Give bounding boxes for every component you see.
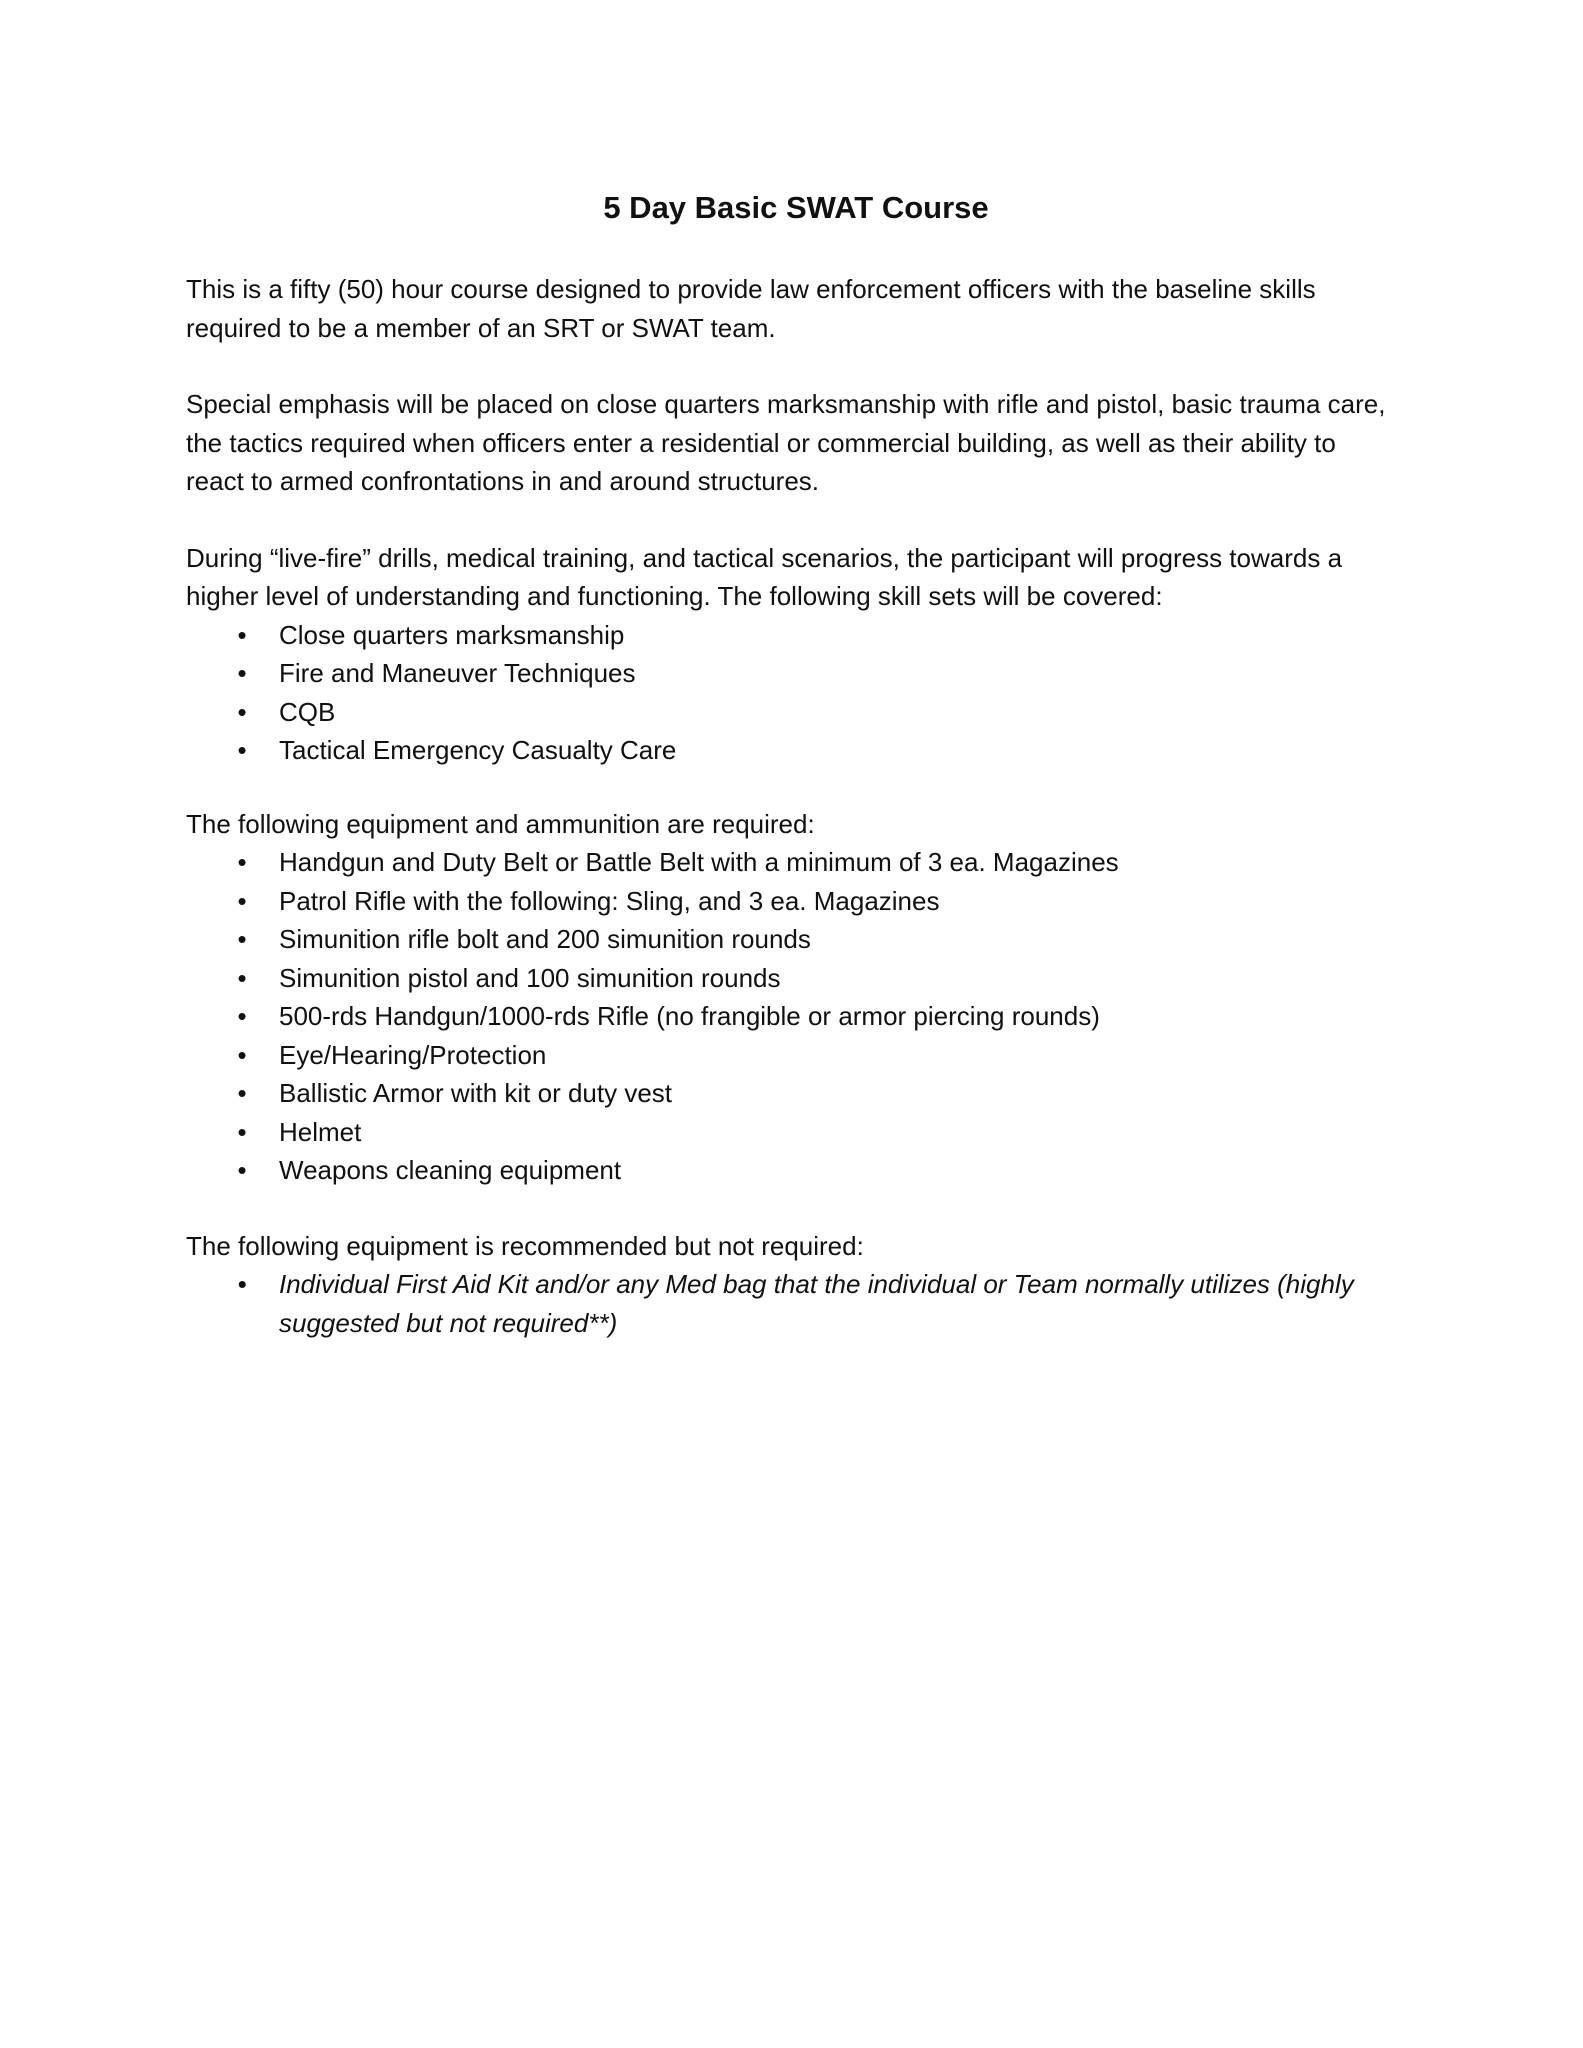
list-item-text: Close quarters marksmanship xyxy=(279,619,625,650)
bullet-icon: • xyxy=(237,658,247,688)
list-item-text: Simunition pistol and 100 simunition rounds xyxy=(279,962,781,993)
recommended-intro-paragraph: The following equipment is recommended but not required: xyxy=(186,1230,864,1261)
bullet-icon: • xyxy=(237,696,247,727)
list-item-text: Ballistic Armor with kit or duty vest xyxy=(279,1078,672,1108)
document-content xyxy=(186,186,1386,1342)
bullet-icon: • xyxy=(237,1001,247,1031)
list-item-text: Simunition rifle bolt and 200 simunition rounds xyxy=(279,924,811,954)
required-equipment-list xyxy=(186,843,1386,1190)
list-item xyxy=(186,843,1386,882)
list-item xyxy=(186,959,1386,998)
bullet-icon: • xyxy=(237,924,247,954)
list-item xyxy=(186,920,1386,959)
bullet-icon: • xyxy=(237,735,247,765)
list-item-text: Fire and Maneuver Techniques xyxy=(279,658,636,688)
intro-paragraph: This is a fifty (50) hour course designed to provide law enforcement officers with the baseline skills required to be a member of an SRT or SWAT team. xyxy=(186,274,1316,343)
skills-intro-paragraph: During “live-fire” drills, medical training, and tactical scenarios, the participant will progress towards a higher level of understanding and functioning. The following skill sets will be covered: xyxy=(186,542,1343,611)
recommended-equipment-list xyxy=(186,1265,1386,1342)
required-intro-paragraph: The following equipment and ammunition are required: xyxy=(186,808,815,839)
list-item-text: Weapons cleaning equipment xyxy=(279,1155,622,1185)
list-item xyxy=(186,882,1386,921)
list-item xyxy=(186,1151,1386,1190)
list-item-text: Tactical Emergency Casualty Care xyxy=(279,735,677,765)
skills-list xyxy=(186,616,1386,770)
page-title: 5 Day Basic SWAT Course xyxy=(603,190,989,225)
bullet-icon: • xyxy=(237,885,247,916)
bullet-icon: • xyxy=(237,1039,247,1070)
bullet-icon: • xyxy=(237,1078,247,1108)
list-item xyxy=(186,654,1386,693)
list-item-text: Individual First Aid Kit and/or any Med bag that the individual or Team normally utilizes (highly suggested but not required**) xyxy=(279,1269,1354,1338)
list-item-text: Handgun and Duty Belt or Battle Belt with a minimum of 3 ea. Magazines xyxy=(279,847,1119,877)
list-item xyxy=(186,693,1386,732)
bullet-icon: • xyxy=(237,619,247,650)
list-item-text: Eye/Hearing/Protection xyxy=(279,1039,547,1070)
list-item xyxy=(186,1113,1386,1152)
list-item-text: 500-rds Handgun/1000-rds Rifle (no frangible or armor piercing rounds) xyxy=(279,1001,1100,1031)
bullet-icon: • xyxy=(237,847,247,877)
list-item-text: Patrol Rifle with the following: Sling, and 3 ea. Magazines xyxy=(279,885,940,916)
bullet-icon: • xyxy=(237,962,247,993)
bullet-icon: • xyxy=(237,1116,247,1147)
list-item-text: Helmet xyxy=(279,1116,362,1147)
list-item xyxy=(186,997,1386,1036)
list-item xyxy=(186,1265,1386,1342)
list-item xyxy=(186,1036,1386,1075)
list-item xyxy=(186,731,1386,770)
list-item xyxy=(186,1074,1386,1113)
list-item-text: CQB xyxy=(279,696,336,727)
bullet-icon: • xyxy=(237,1155,247,1185)
emphasis-paragraph: Special emphasis will be placed on close quarters marksmanship with rifle and pistol, basic trauma care, the tactics required when officers enter a residential or commercial building, as well as their ability to react to armed confrontations in and around structures. xyxy=(186,389,1386,496)
list-item xyxy=(186,616,1386,655)
bullet-icon: • xyxy=(237,1269,247,1299)
